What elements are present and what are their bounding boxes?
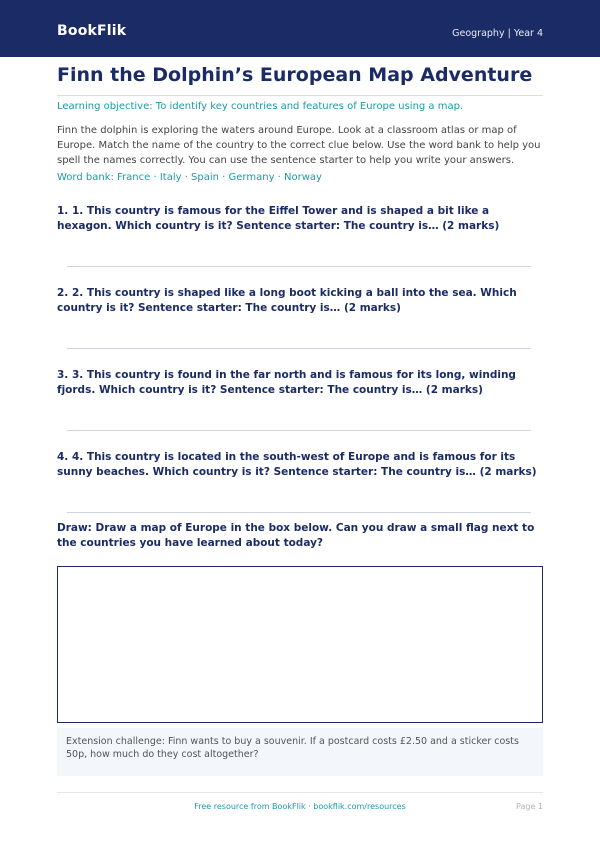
page-number: Page 1: [516, 802, 543, 811]
brand-logo: BookFlik: [57, 23, 127, 39]
question-4: 4. 4. This country is located in the south-west of Europe and is famous for its sunny beaches. Which country is it? Sentence starter: The country is… (2 marks): [57, 451, 537, 478]
subject-tag: Geography | Year 4: [452, 28, 543, 39]
drawing-box[interactable]: [57, 566, 543, 723]
learning-objective: Learning objective: To identify key countries and features of Europe using a map.: [57, 101, 464, 112]
extension-challenge: Extension challenge: Finn wants to buy a souvenir. If a postcard costs £2.50 and a sticker costs 50p, how much do they cost altogether?: [66, 736, 519, 760]
word-bank: Word bank: France · Italy · Spain · Germany · Norway: [57, 172, 322, 183]
answer-line-3[interactable]: [67, 430, 531, 431]
intro-text: Finn the dolphin is exploring the waters around Europe. Look at a classroom atlas or map of Europe. Match the name of the country to the correct clue below. Use the word bank to help you spell the names correctly. You can use the sentence starter to help you write your answers.: [57, 125, 541, 166]
answer-line-4[interactable]: [67, 512, 531, 513]
extension-panel: [57, 728, 543, 776]
header-bar: [0, 0, 600, 57]
question-2: 2. 2. This country is shaped like a long boot kicking a ball into the sea. Which country is it? Sentence starter: The country is… (2 marks): [57, 287, 517, 314]
divider: [57, 95, 543, 96]
footer-divider: [57, 792, 543, 793]
answer-line-2[interactable]: [67, 348, 531, 349]
footer-credit: Free resource from BookFlik · bookflik.com/resources: [194, 802, 406, 811]
answer-line-1[interactable]: [67, 266, 531, 267]
page-title: Finn the Dolphin’s European Map Adventure: [57, 64, 533, 86]
draw-prompt: Draw: Draw a map of Europe in the box below. Can you draw a small flag next to the countries you have learned about today?: [57, 522, 535, 549]
question-1: 1. 1. This country is famous for the Eiffel Tower and is shaped a bit like a hexagon. Which country is it? Sentence starter: The country is… (2 marks): [57, 205, 500, 232]
question-3: 3. 3. This country is found in the far north and is famous for its long, winding fjords. Which country is it? Sentence starter: The country is… (2 marks): [57, 369, 516, 396]
